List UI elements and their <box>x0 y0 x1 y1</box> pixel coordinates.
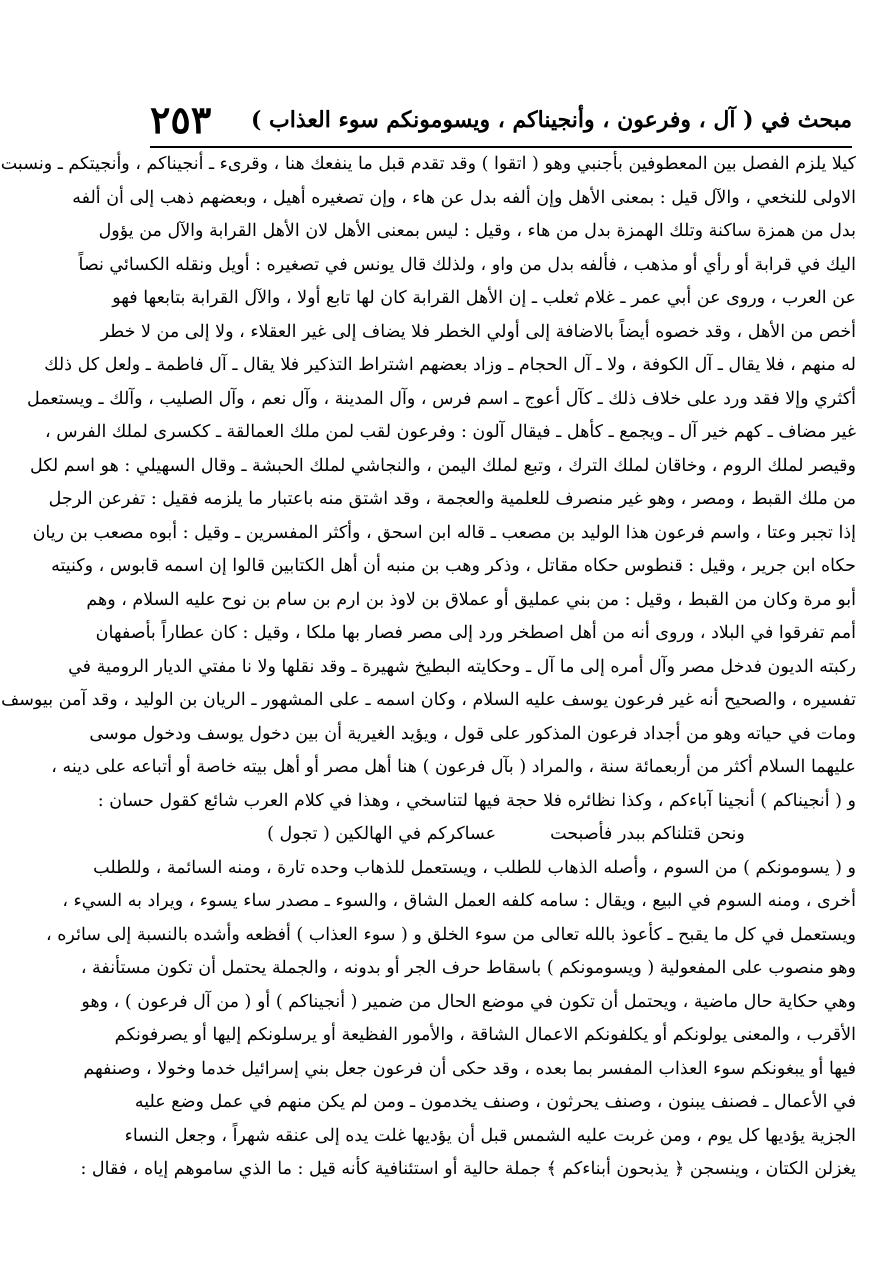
body-text <box>0 148 856 1187</box>
text-line: وهي حكاية حال ماضية ، ويحتمل أن تكون في موضع الحال من ضمير ( أنجيناكم ) أو ( من آل فرعون ) ، وهو <box>81 991 856 1012</box>
text-line: وهو منصوب على المفعولية ( ويسومونكم ) باسقاط حرف الجر أو بدونه ، والجملة يحتمل أن تكون مستأنفة ، <box>80 958 856 978</box>
verse-second-hemistich: عساكركم في الهالكين ( تجول ) <box>267 824 497 844</box>
text-line: أبو مرة وكان من القبط ، وقيل : من بني عمليق أو عملاق بن لاوذ بن ارم بن سام بن نوح عليه السلام ، وهم <box>86 589 856 610</box>
text-line: ويستعمل في كل ما يقبح ـ كأعوذ بالله تعالى من سوء الخلق و ( سوء العذاب ) أفظعه وأشده بالنسبة إلى سائره ، <box>46 924 856 945</box>
text-line: في الأعمال ـ فصنف يبنون ، وصنف يحرثون ، وصنف يخدمون ـ ومن لم يكن منهم في عمل وضع عليه <box>134 1092 856 1112</box>
text-line: أكثري وإلا فقد ورد على خلاف ذلك ـ كآل أعوج ـ اسم فرس ، وآل المدينة ، وآل نعم ، وآل الصليب ، وآلك ـ ويستعمل <box>26 388 856 409</box>
text-line: من ملك القبط ، ومصر ، وهو غير منصرف للعلمية والعجمة ، وقد اشتق منه باعتبار ما يلزمه فقيل : تفرعن الرجل <box>48 489 856 509</box>
text-line: اليك في قرابة أو رأي أو مذهب ، فألفه بدل من واو ، ولذلك قال يونس في تصغيره : أويل ونقله الكسائي نصاً <box>78 254 856 275</box>
text-line: كيلا يلزم الفصل بين المعطوفين بأجنبي وهو ( اتقوا ) وقد تقدم قبل ما ينفعك هنا ، وقرىء ـ أنجيناكم ، وأنجيتكم ـ ونسبت <box>0 154 856 174</box>
text-line: تفسيره ، والصحيح أنه غير فرعون يوسف عليه السلام ، وكان اسمه ـ على المشهور ـ الريان بن الوليد ، وقد آمن بيوسف <box>1 690 856 710</box>
text-line: ومات في حياته وهو من أجداد فرعون المذكور على قول ، ويؤيد الغيرية أن بين دخول يوسف ودخول موسى <box>89 723 856 744</box>
text-line: غير مضاف ـ كهم خير آل ـ ويجمع ـ كأهل ـ فيقال آلون : وفرعون لقب لمن ملك العمالقة ـ ككسرى لملك الفرس ، <box>45 422 856 442</box>
verse-first-hemistich: ونحن قتلناكم ببدر فأصبحت <box>550 824 745 844</box>
text-line: فيها أو يبغونكم سوء العذاب المفسر بما بعده ، وقد حكى أن فرعون جعل بني إسرائيل خدما وخولا ، وصنفهم <box>83 1058 856 1079</box>
text-line: عليهما السلام أكثر من أربعمائة سنة ، والمراد ( بآل فرعون ) هنا أهل مصر أو أهل بيته خاصة أو أتباعه على دينه ، <box>51 757 856 777</box>
text-line: إذا تجبر وعتا ، واسم فرعون هذا الوليد بن مصعب ـ قاله ابن اسحق ، وأكثر المفسرين ـ وقيل : أبوه مصعب بن ريان <box>32 522 856 543</box>
text-line: الجزية يؤديها كل يوم ، ومن غربت عليه الشمس قبل أن يؤديها غلت يده إلى عنقه شهراً ، وجعل النساء <box>124 1125 856 1146</box>
text-line: و ( أنجيناكم ) أنجينا آباءكم ، وكذا نظائره فلا حجة فيها لتناسخي ، وهذا في كلام العرب شائع كقول حسان : <box>97 790 856 811</box>
text-line: يغزلن الكتان ، وينسجن ﴿ يذبحون أبناءكم ﴾ جملة حالية أو استئنافية كأنه قيل : ما الذي ساموهم إياه ، فقال : <box>80 1159 856 1179</box>
text-line: عن العرب ، وروى عن أبي عمر ـ غلام ثعلب ـ إن الأهل القرابة كان لها تابع أولا ، والآل القرابة بتابعها فهو <box>112 288 856 308</box>
header-title: مبحث في ( آل ، وفرعون ، وأنجيناكم ، ويسومونكم سوء العذاب ) <box>250 107 852 133</box>
page-header <box>150 94 852 146</box>
poetry-verse <box>156 818 856 852</box>
text-line: بدل من همزة ساكنة وتلك الهمزة بدل من هاء ، وقيل : ليس بمعنى الأهل لان الأهل القرابة والآل من يؤول <box>98 221 856 241</box>
text-line: الاولى للنخعي ، والآل قيل : بمعنى الأهل وإن ألفه بدل عن هاء ، وإن تصغيره أهيل ، وبعضهم ذهب إلى أن ألفه <box>72 187 856 208</box>
text-line: له منهم ، فلا يقال ـ آل الكوفة ، ولا ـ آل الحجام ـ وزاد بعضهم اشتراط التذكير فلا يقال ـ آل فاطمة ـ ولعل كل ذلك <box>44 355 856 375</box>
text-line: وقيصر لملك الروم ، وخاقان لملك الترك ، وتبع لملك اليمن ، والنجاشي لملك الحبشة ـ وقال السهيلي : هو اسم لكل <box>29 455 856 476</box>
text-line: أخرى ، ومنه السوم في البيع ، ويقال : سامه كلفه العمل الشاق ، والسوء ـ مصدر ساء يسوء ، ويراد به السيء ، <box>62 891 856 911</box>
text-line: أمم تفرقوا في البلاد ، وروى أنه من أهل اصطخر ورد إلى مصر فصار بها ملكا ، وقيل : كان عطاراً بأصفهان <box>95 623 856 643</box>
text-line: أخص من الأهل ، وقد خصوه أيضاً بالاضافة إلى أولي الخطر فلا يضاف إلى غير العقلاء ، ولا إلى من لا خطر <box>100 321 856 342</box>
text-line: حكاه ابن جرير ، وقيل : قنطوس حكاه مقاتل ، وذكر وهب بن منبه أن أهل الكتابين قالوا إن اسمه قابوس ، وكنيته <box>51 556 856 576</box>
text-line: الأقرب ، والمعنى يولونكم أو يكلفونكم الاعمال الشاقة ، والأمور الفظيعة أو يرسلونكم إليها أو يصرفونكم <box>114 1025 856 1045</box>
text-line: و ( يسومونكم ) من السوم ، وأصله الذهاب للطلب ، ويستعمل للذهاب وحده تارة ، ومنه السائمة ، وللطلب <box>93 857 856 878</box>
text-line: ركبته الديون فدخل مصر وآل أمره إلى ما آل ـ وحكايته البطيخ شهيرة ـ وقد نقلها ولا نا مفتي الديار الرومية في <box>68 656 856 677</box>
page-number: ٢٥٣ <box>150 97 212 142</box>
